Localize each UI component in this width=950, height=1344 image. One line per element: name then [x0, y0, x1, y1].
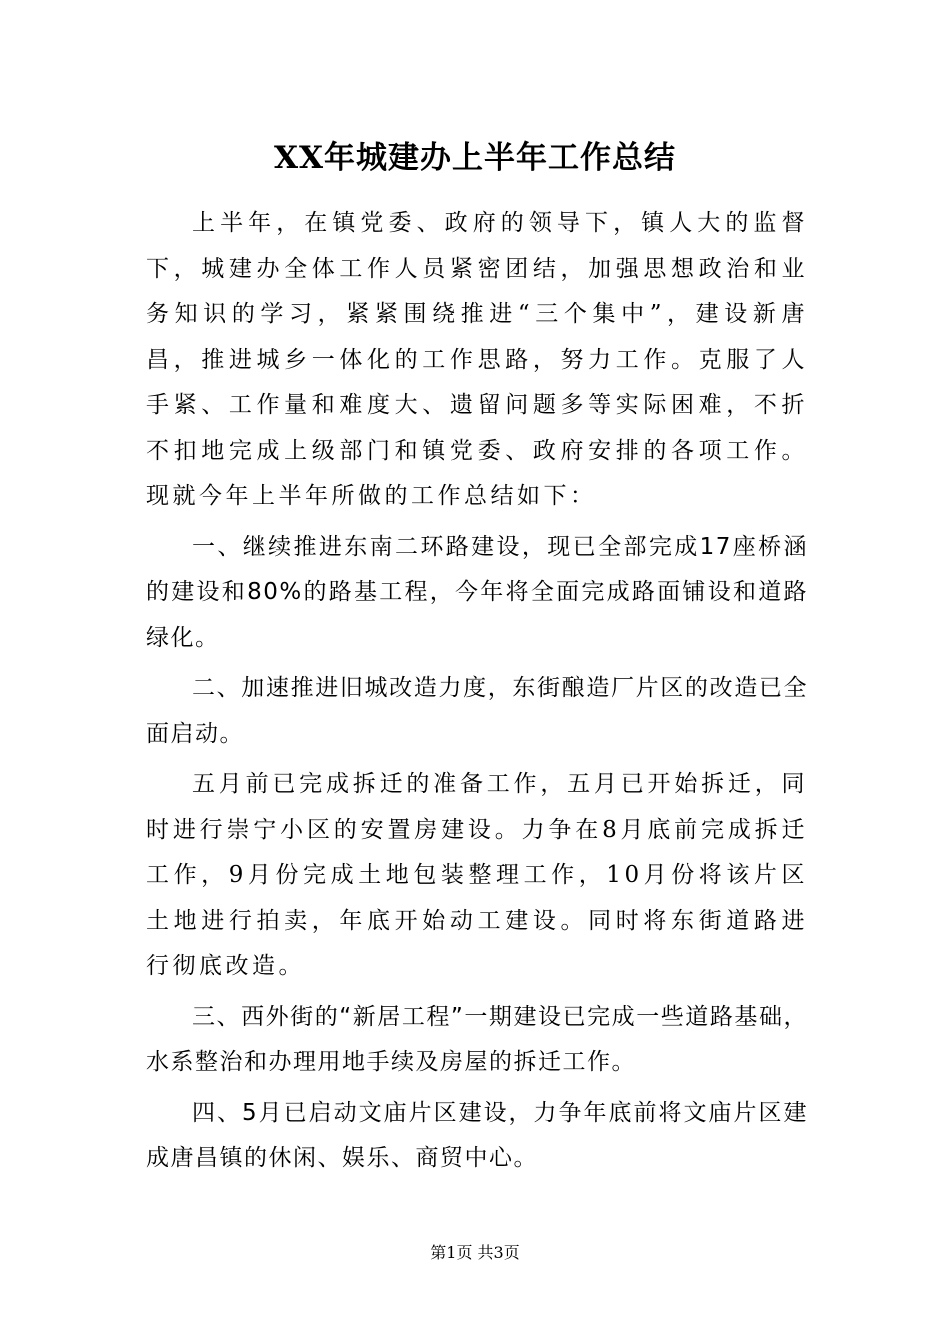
paragraph-item-2-detail: 五月前已完成拆迁的准备工作，五月已开始拆迁，同时进行崇宁小区的安置房建设。力争在8月底前完成拆迁工作，9月份完成土地包装整理工作，10月份将该片区土地进行拍卖，年底开始动工建设。同时将东街道路进行彻底改造。 [146, 771, 808, 979]
paragraph-intro: 上半年，在镇党委、政府的领导下，镇人大的监督下，城建办全体工作人员紧密团结，加强思想政治和业务知识的学习，紧紧围绕推进“三个集中”，建设新唐昌，推进城乡一体化的工作思路，努力工作。克服了人手紧、工作量和难度大、遗留问题多等实际困难，不折不扣地完成上级部门和镇党委、政府安排的各项工作。现就今年上半年所做的工作总结如下： [146, 210, 808, 509]
paragraph-item-3: 三、西外街的“新居工程”一期建设已完成一些道路基础，水系整治和办理用地手续及房屋的拆迁工作。 [146, 1003, 808, 1075]
paragraph-item-1: 一、继续推进东南二环路建设，现已全部完成17座桥涵的建设和80%的路基工程，今年将全面完成路面铺设和道路绿化。 [146, 533, 808, 651]
document-title: XX年城建办上半年工作总结 [273, 140, 677, 176]
page-number-footer: 第1页 共3页 [430, 1243, 520, 1262]
paragraph-item-4: 四、5月已启动文庙片区建设，力争年底前将文庙片区建成唐昌镇的休闲、娱乐、商贸中心。 [146, 1099, 808, 1171]
paragraph-item-2: 二、加速推进旧城改造力度，东街酿造厂片区的改造已全面启动。 [146, 675, 808, 747]
document-body [146, 201, 808, 1182]
